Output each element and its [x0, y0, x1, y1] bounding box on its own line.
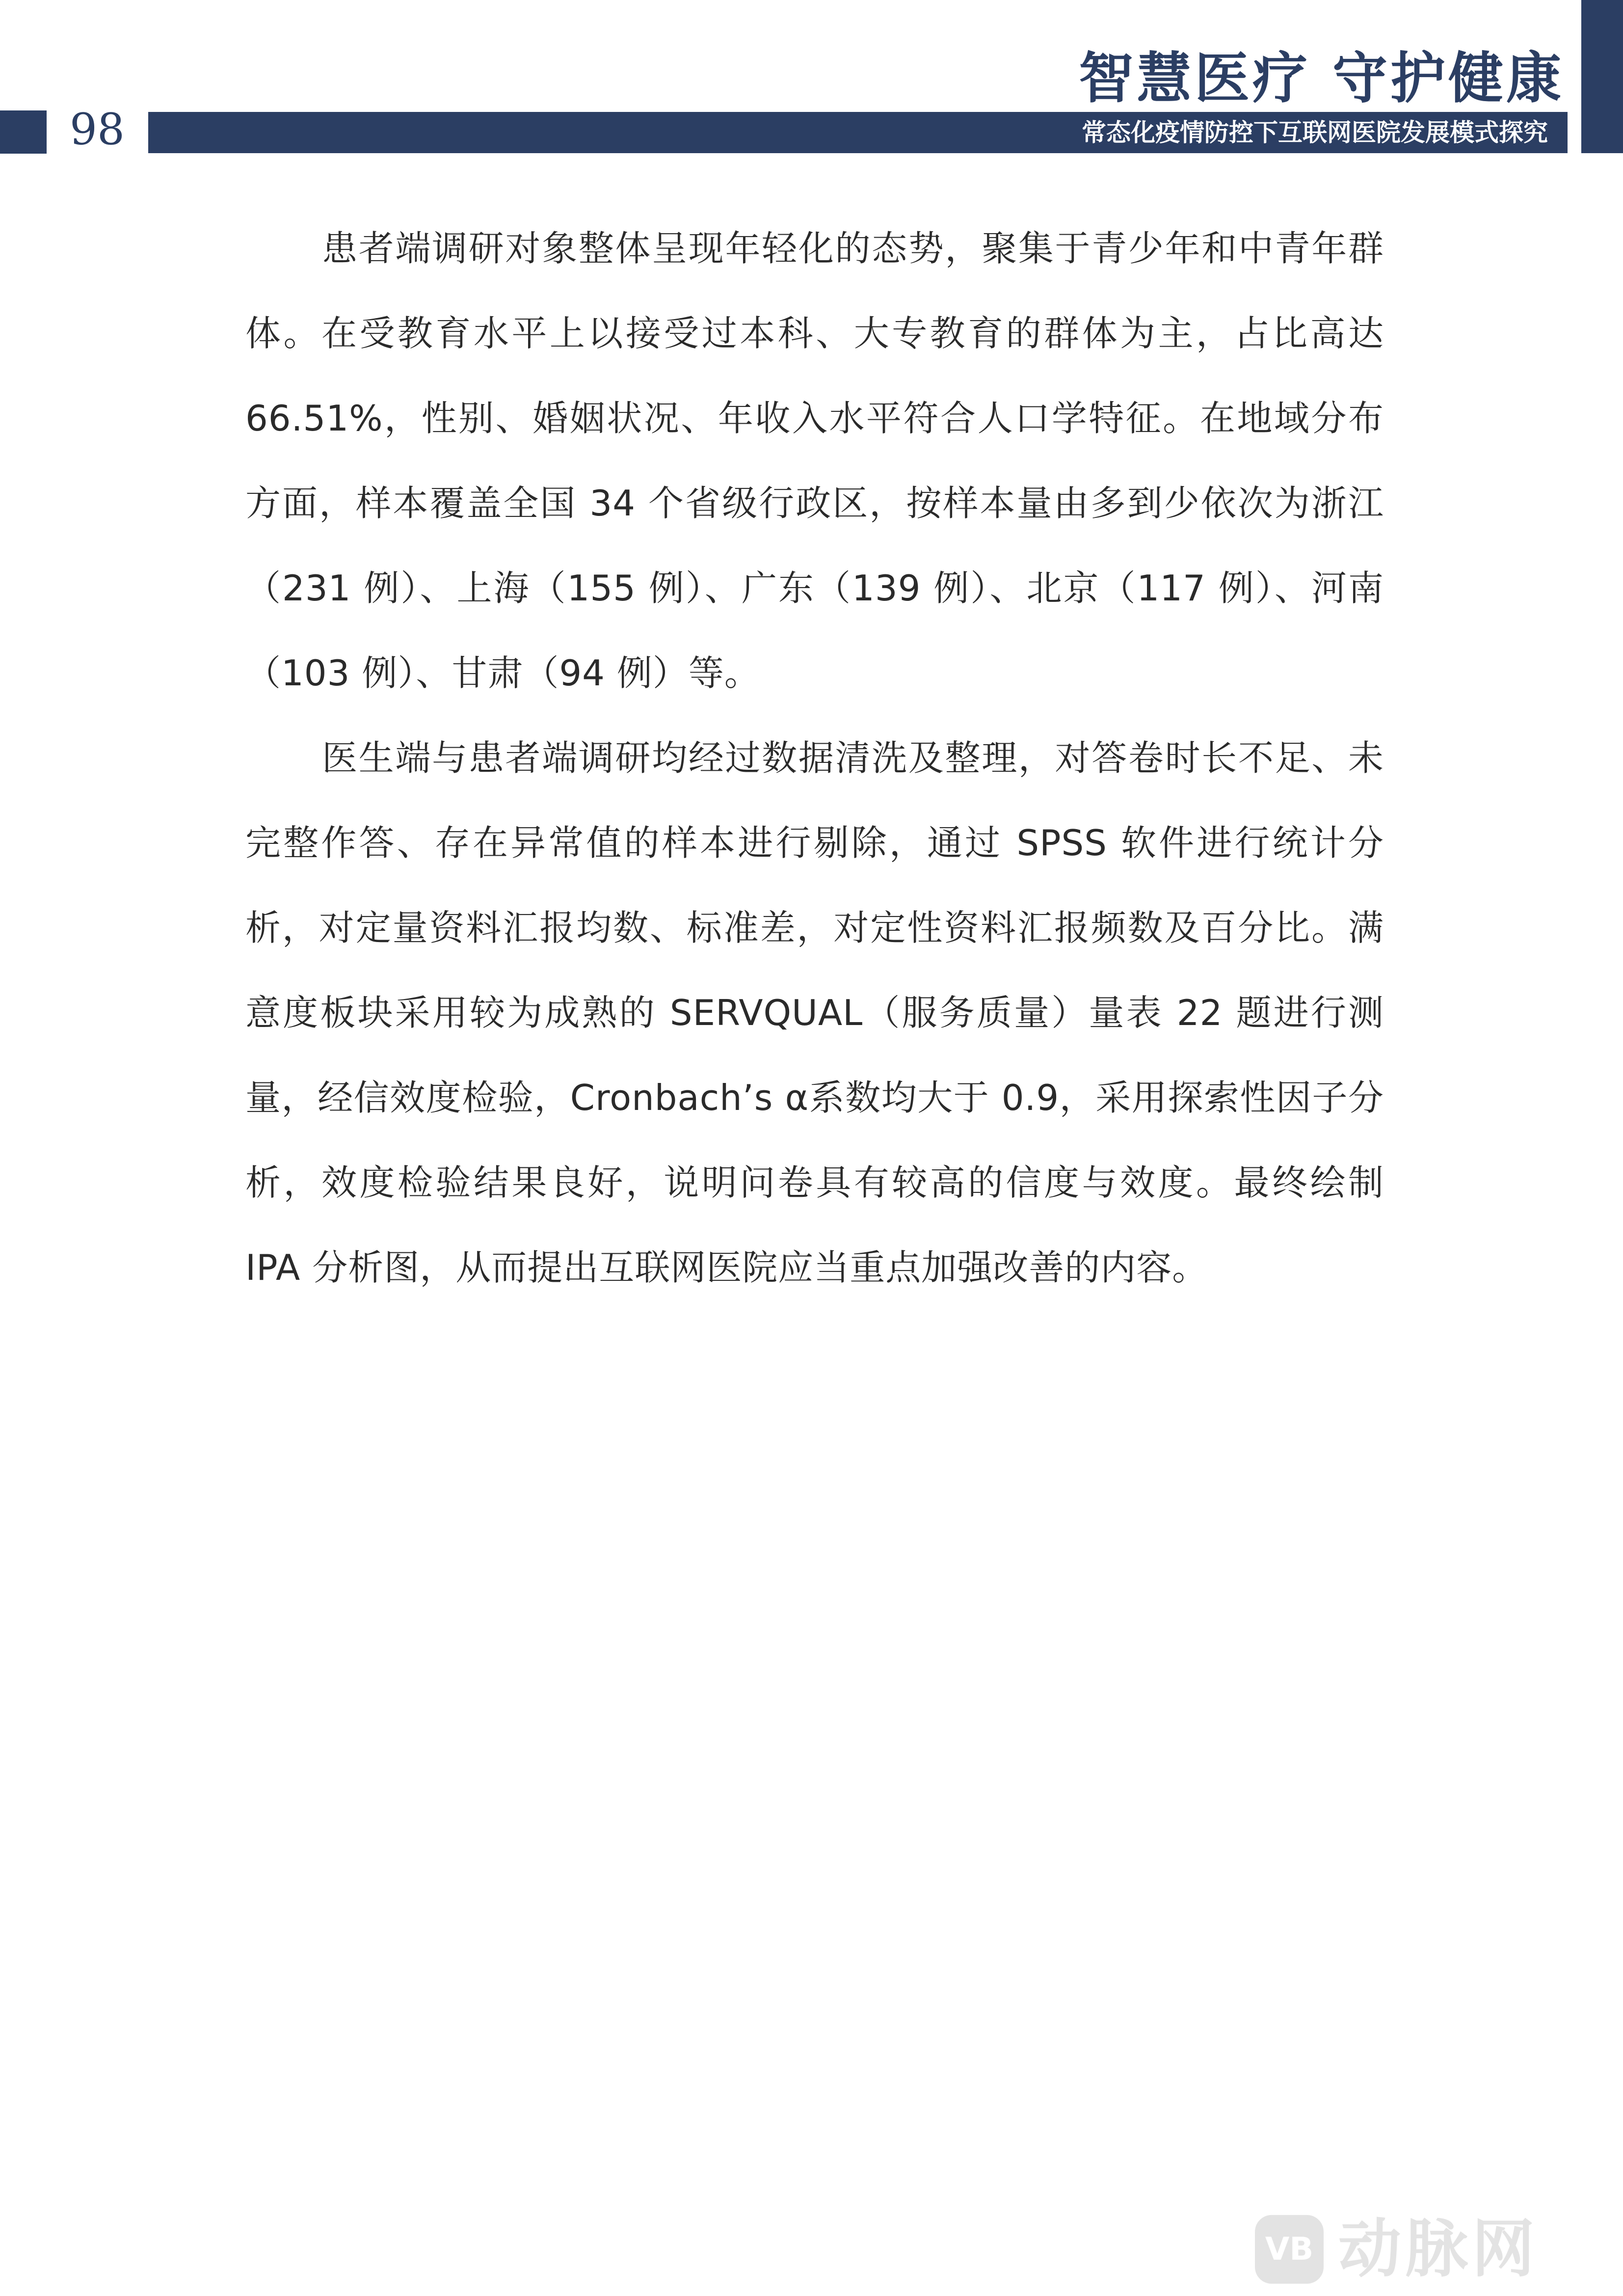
header-bar: [148, 112, 1568, 153]
header-title: 智慧医疗 守护健康: [1079, 46, 1564, 110]
header-left-bar: [0, 110, 47, 154]
paragraph-1: 患者端调研对象整体呈现年轻化的态势，聚集于青少年和中青年群体。在受教育水平上以接受过本科、大专教育的群体为主，占比高达 66.51%，性别、婚姻状况、年收入水平符合人口学特征。在地域分布方面，样本覆盖全国 34 个省级行政区，按样本量由多到少依次为浙江（231 例）、上海（155 例）、广东（139 例）、北京（117 例）、河南（103 例）、甘肃（94 例）等。: [245, 228, 1384, 694]
paragraph-2: 医生端与患者端调研均经过数据清洗及整理，对答卷时长不足、未完整作答、存在异常值的样本进行剔除，通过 SPSS 软件进行统计分析，对定量资料汇报均数、标准差，对定性资料汇报频数及百分比。满意度板块采用较为成熟的 SERVQUAL（服务质量）量表 22 题进行测量，经信效度检验，Cronbach’s α系数均大于 0.9，采用探索性因子分析，效度检验结果良好，说明问卷具有较高的信度与效度。最终绘制 IPA 分析图，从而提出互联网医院应当重点加强改善的内容。: [245, 737, 1384, 1288]
watermark: [1255, 2213, 1589, 2286]
header-right-block: [1581, 0, 1623, 153]
logo-text: VB: [1265, 2231, 1314, 2268]
header-subtitle: 常态化疫情防控下互联网医院发展模式探究: [1082, 118, 1548, 147]
watermark-text: 动脉网: [1338, 2213, 1539, 2286]
page-number: 98: [70, 104, 125, 155]
body-text: [245, 206, 1384, 1310]
vb-logo-icon: [1255, 2215, 1324, 2284]
